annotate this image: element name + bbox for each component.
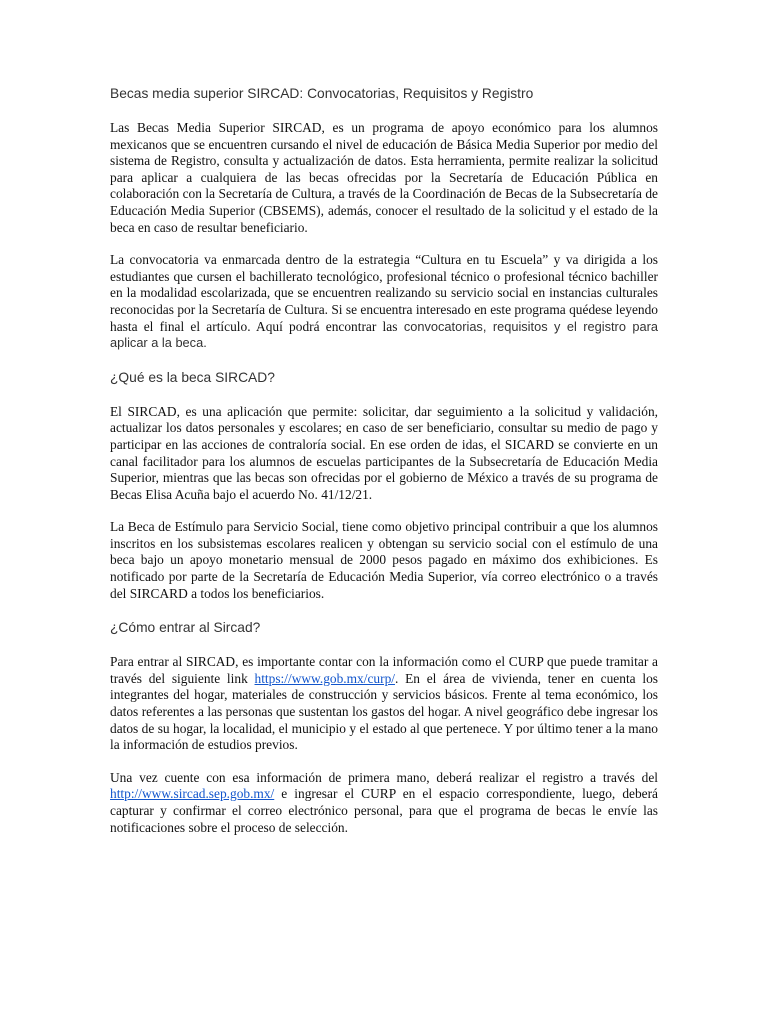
section1-paragraph-2: La Beca de Estímulo para Servicio Social, tiene como objetivo principal contribuir a que los alumnos inscritos en los subsistemas escolares realicen y obtengan su servicio social con el estímulo de una beca bajo un apoyo monetario mensual de 2000 pesos pagado en máximo dos exhibiciones. Es notificado por parte de la Secretaría de Educación Media Superior, vía correo electrónico o a través del SIRCARD a todos los beneficiarios. — [110, 519, 658, 601]
section2-paragraph-2-after-link: e ingresar el CURP en el espacio correspondiente, luego, deberá capturar y confirmar el correo electrónico personal, para que el programa de becas le envíe las notificaciones sobre el proceso de selección. — [110, 786, 658, 835]
section1-paragraph-1: El SIRCAD, es una aplicación que permite: solicitar, dar seguimiento a la solicitud y validación, actualizar los datos personales y escolares; en caso de ser beneficiario, consultar su medio de pago y participar en las acciones de contraloría social. En ese orden de idas, el SICARD se convierte en un canal facilitador para los alumnos de escuelas participantes de la Subsecretaría de Educación Media Superior, mientras que las becas son ofrecidas por el gobierno de México a través de su programa de Becas Elisa Acuña bajo el acuerdo No. 41/12/21. — [110, 403, 658, 502]
section2-paragraph-1-after-link: . En el área de vivienda, tener en cuenta los integrantes del hogar, materiales de construcción y servicios básicos. Frente al tema económico, los datos referentes a las personas que sustentan los gastos del hogar. A nivel geográfico debe ingresar los datos de su hogar, la localidad, el municipio y el estado al que pertenece. Y por último tener a la mano la información de estudios previos. — [110, 670, 658, 753]
section2-paragraph-2 — [110, 770, 658, 836]
section-heading-como-entrar: ¿Cómo entrar al Sircad? — [110, 620, 261, 636]
intro-paragraph-1: Las Becas Media Superior SIRCAD, es un programa de apoyo económico para los alumnos mexicanos que se encuentren cursando el nivel de educación de Básica Media Superior por medio del sistema de Registro, consulta y actualización de datos. Esta herramienta, permite realizar la solicitud para aplicar a cualquiera de las becas ofrecidas por la Secretaría de Educación Pública en colaboración con la Secretaría de Cultura, a través de la Coordinación de Becas de la Subsecretaría de Educación Media Superior (CBSEMS), además, conocer el resultado de la solicitud y el estado de la beca en caso de resultar beneficiario. — [110, 120, 658, 235]
curp-link[interactable]: https://www.gob.mx/curp/ — [254, 670, 395, 686]
document-title: Becas media superior SIRCAD: Convocatorias, Requisitos y Registro — [110, 86, 534, 101]
section-heading-que-es: ¿Qué es la beca SIRCAD? — [110, 369, 275, 385]
intro-paragraph-2-tail: convocatorias, requisitos y el registro para aplicar a la beca. — [110, 318, 658, 351]
document-body — [110, 84, 658, 852]
intro-paragraph-2-text: La convocatoria va enmarcada dentro de la estrategia “Cultura en tu Escuela” y va dirigida a los estudiantes que cursen el bachillerato tecnológico, profesional técnico o profesional técnico bachiller en la modalidad escolarizada, que se encuentren realizando su servicio social en instancias culturales reconocidas por la Secretaría de Cultura. Si se encuentra interesado en este programa quédese leyendo hasta el final el artículo. Aquí podrá encontrar las — [110, 252, 658, 334]
section2-paragraph-1-before-link: Para entrar al SIRCAD, es importante contar con la información como el CURP que puede tramitar a través del siguiente link — [110, 654, 658, 686]
sircad-link[interactable]: http://www.sircad.sep.gob.mx/ — [110, 786, 275, 802]
intro-paragraph-2 — [110, 252, 658, 352]
section2-paragraph-2-before-link: Una vez cuente con esa información de primera mano, deberá realizar el registro a través del — [110, 769, 658, 785]
section2-paragraph-1 — [110, 654, 658, 754]
